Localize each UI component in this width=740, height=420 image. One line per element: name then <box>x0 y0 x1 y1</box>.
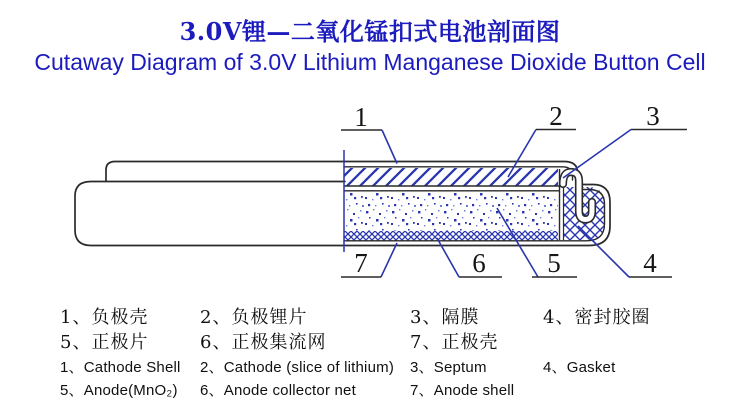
legend-en-gasket: 4、Gasket <box>543 359 616 376</box>
callout-number-3: 3 <box>646 101 660 131</box>
lithium-slice-layer <box>344 168 558 186</box>
leader-line-1 <box>382 130 397 164</box>
legend-en-anode-shell: 7、Anode shell <box>410 382 515 399</box>
callout-number-7: 7 <box>354 248 368 278</box>
page-title-english: Cutaway Diagram of 3.0V Lithium Manganese Dioxide Button Cell <box>34 49 706 75</box>
legend-zh-collector-net: 6、正极集流网 <box>200 332 327 353</box>
legend-zh-positive-shell: 7、正极壳 <box>410 332 499 353</box>
callout-number-4: 4 <box>643 248 657 278</box>
mno2-anode-layer <box>344 193 558 231</box>
legend-zh-gasket: 4、密封胶圈 <box>543 307 651 328</box>
callout-number-1: 1 <box>354 102 368 132</box>
legend-zh-positive-slice: 5、正极片 <box>60 332 149 353</box>
leader-line-6 <box>437 238 459 277</box>
leader-line-4 <box>578 226 629 277</box>
legend-zh-septum: 3、隔膜 <box>410 307 480 328</box>
legend-zh-lithium-slice: 2、负极锂片 <box>200 307 308 328</box>
legend-en-septum: 3、Septum <box>410 359 487 376</box>
legend-en-anode-collector: 6、Anode collector net <box>200 382 356 399</box>
callout-number-5: 5 <box>547 248 561 278</box>
leader-line-7 <box>381 243 397 277</box>
legend-en-anode-mno2: 5、Anode(MnO₂) <box>60 382 178 399</box>
legend-en-cathode-shell: 1、Cathode Shell <box>60 359 181 376</box>
collector-net-layer <box>344 231 558 241</box>
leader-line-3 <box>563 130 631 179</box>
callout-number-6: 6 <box>472 248 486 278</box>
negative-shell-exterior <box>106 162 345 182</box>
legend-en-cathode-lithium: 2、Cathode (slice of lithium) <box>200 359 395 376</box>
legend-zh-negative-shell: 1、负极壳 <box>60 307 149 328</box>
page-title-chinese: 3.0V锂—二氧化锰扣式电池剖面图 <box>179 17 561 46</box>
callout-number-2: 2 <box>549 101 563 131</box>
